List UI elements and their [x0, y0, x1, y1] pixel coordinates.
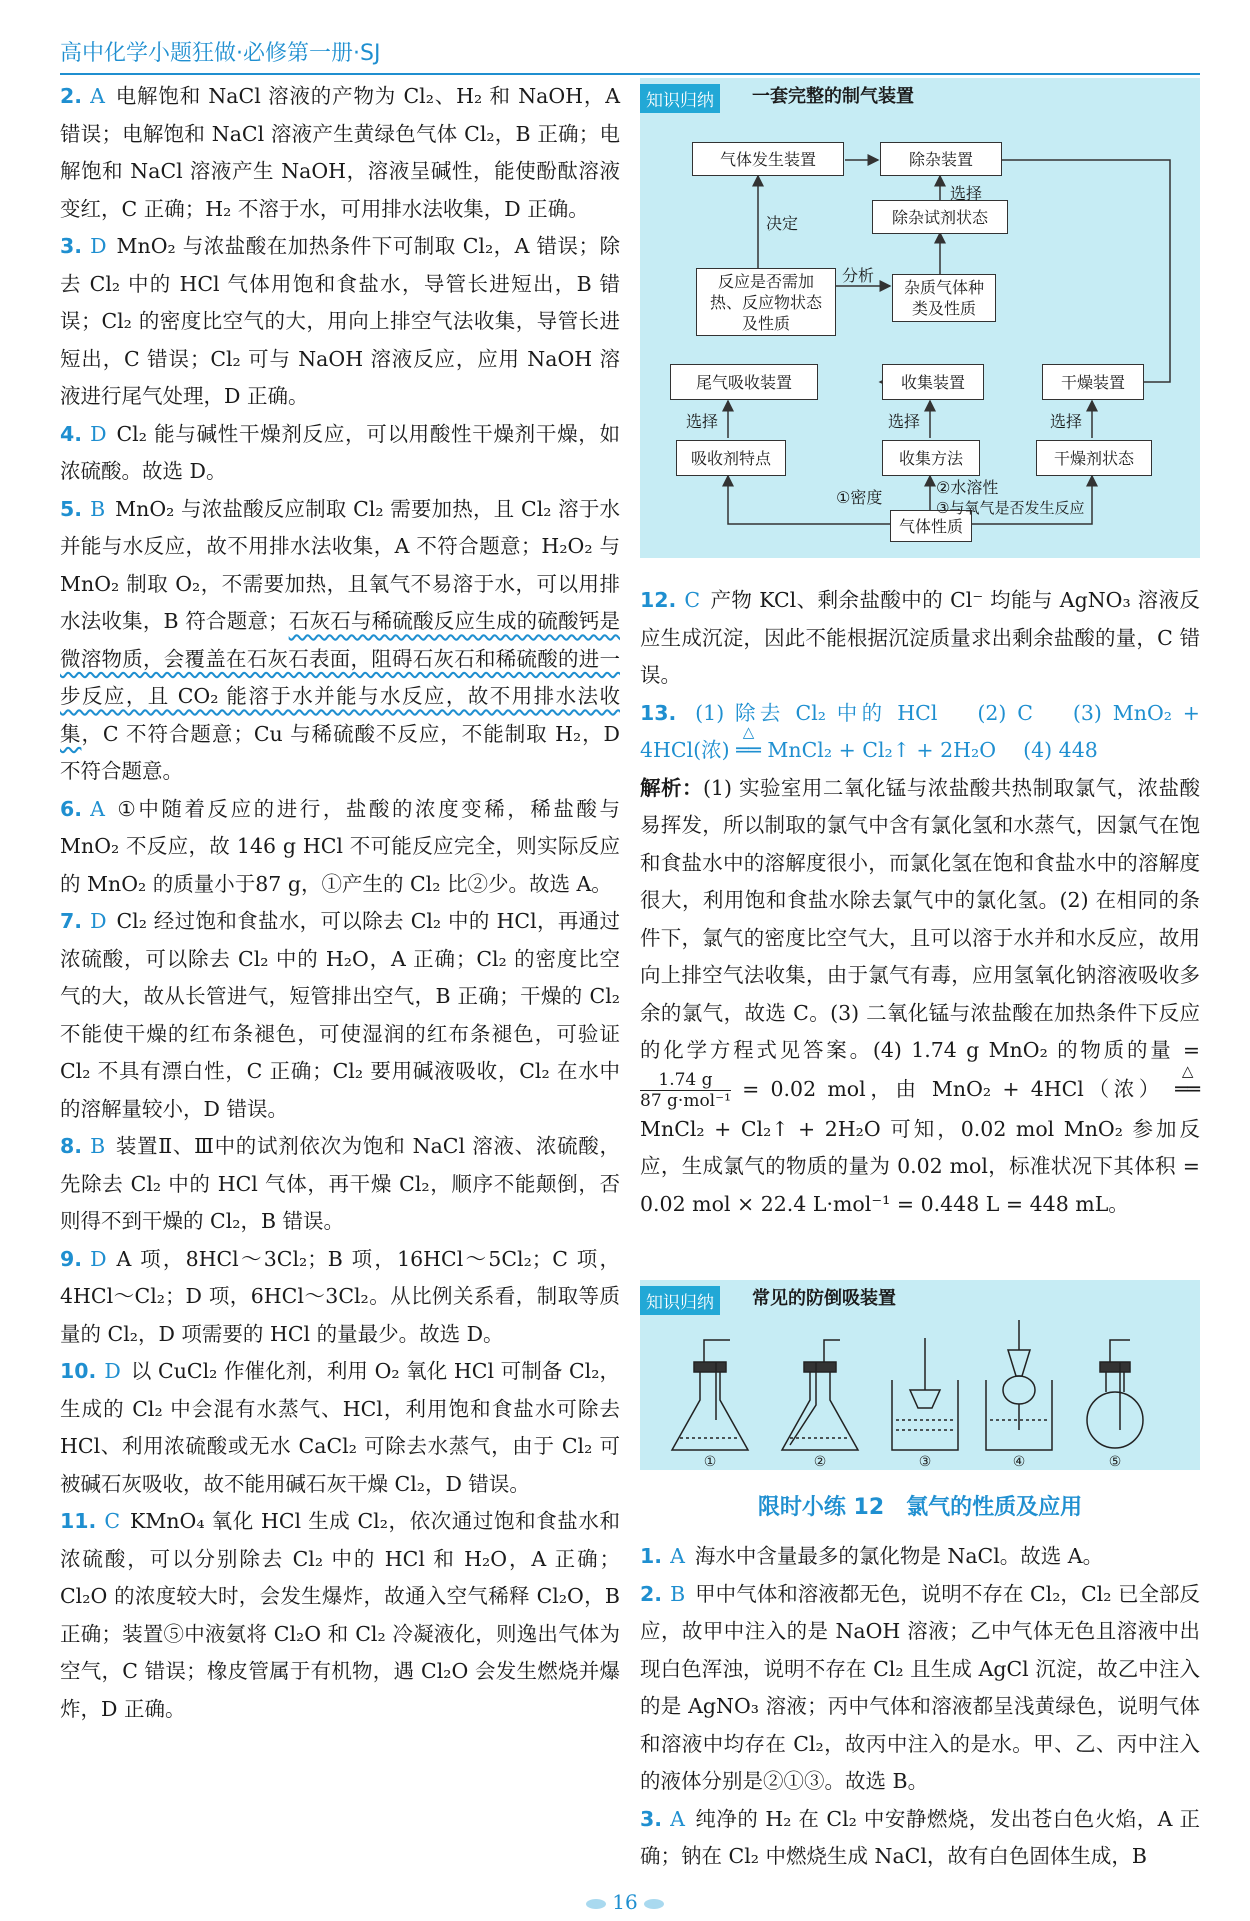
answer-item: 6. A ①中随着反应的进行，盐酸的浓度变稀，稀盐酸与 MnO₂ 不反应，故 146 g HCl 不可能反应完全，则实际反应的 MnO₂ 的质量小于87 g，①产生的 Cl₂ 比②少。故选 A。 [60, 796, 620, 896]
label-choose: 选择 [1050, 412, 1083, 431]
knowledge-box-gas-apparatus [640, 78, 1200, 558]
answer-item: 1. A 海水中含量最多的氯化物是 NaCl。故选 A。 [640, 1544, 1104, 1568]
page-number: 16 [560, 1890, 690, 1914]
label-density: ①密度 [836, 488, 883, 507]
node-impurity-gas: 杂质气体种类及性质 [892, 274, 996, 322]
answer-item: 8. B 装置Ⅱ、Ⅲ中的试剂依次为饱和 NaCl 溶液、浓硫酸，先除去 Cl₂ 中的 HCl 气体，再干燥 Cl₂，顺序不能颠倒，否则得不到干燥的 Cl₂，B 错误。 [60, 1134, 620, 1233]
answer-item: 2. B 甲中气体和溶液都无色，说明不存在 Cl₂，Cl₂ 已全部反应，故甲中注入的是 NaOH 溶液；乙中气体无色且溶液中出现白色浑浊，说明不存在 Cl₂ 且生成 AgCl 沉淀，故乙中注入的是 AgNO₃ 溶液；丙中气体和溶液都呈浅黄绿色，说明气体和溶液中均存在 Cl₂，故丙中注入的是水。甲、乙、丙中注入的液体分别是②①③。故选 B。 [640, 1581, 1200, 1793]
node-dryer: 干燥装置 [1042, 364, 1144, 400]
node-desiccant-state: 干燥剂状态 [1036, 440, 1152, 476]
node-gas-properties: 气体性质 [890, 510, 972, 542]
reaction-arrow: △ ══ [1175, 1061, 1200, 1101]
node-gas-generator: 气体发生装置 [692, 142, 844, 176]
answer-item: 9. D A 项，8HCl～3Cl₂；B 项，16HCl～5Cl₂；C 项，4HCl～Cl₂；D 项，6HCl～3Cl₂。从比例关系看，制取等质量的 Cl₂，D 项需要的 HCl 的量最少。故选 D。 [60, 1246, 620, 1346]
answer-item: 4. D Cl₂ 能与碱性干燥剂反应，可以用酸性干燥剂干燥，如浓硫酸。故选 D。 [60, 421, 620, 483]
label-solubility: ②水溶性 [936, 478, 999, 497]
wavy-underlined-text: 石灰石与稀硫酸反应生成的硫酸钙是微溶物质，会覆盖在石灰石表面，阻碍石灰石和稀硫酸的进一步反应，且 CO₂ 能溶于水并能与水反应，故不用排水法收集 [60, 609, 620, 746]
right-column-upper [640, 582, 1200, 1223]
answer-item: 12. C 产物 KCl、剩余盐酸中的 Cl⁻ 均能与 AgNO₃ 溶液反应生成沉淀，因此不能根据沉淀质量求出剩余盐酸的量，C 错误。 [640, 588, 1200, 687]
caption-5: ⑤ [1108, 1454, 1122, 1470]
answer-item: 5. B MnO₂ 与浓盐酸反应制取 Cl₂ 需要加热，且 Cl₂ 溶于水并能与水反应，故不用排水法收集，A 不符合题意；H₂O₂ 与 MnO₂ 制取 O₂，不需要加热，且氧气不易溶于水，可以用排水法收集，B 符合题意；石灰石与稀硫酸反应生成的硫酸钙是微溶物质，会覆盖在石灰石表面，阻碍石灰石和稀硫酸的进一步反应，且 CO₂ 能溶于水并能与水反应，故不用排水法收集，C 不符合题意；Cu 与稀硫酸不反应，不能制取 H₂，D 不符合题意。 [60, 496, 620, 783]
label-decide: 决定 [766, 214, 799, 233]
node-collection-method: 收集方法 [882, 440, 980, 476]
label-choose: 选择 [888, 412, 921, 431]
section-title: 限时小练 12 氯气的性质及应用 [757, 1495, 1083, 1520]
apparatus-drawings [640, 1280, 1200, 1470]
caption-2: ② [813, 1454, 827, 1470]
right-column-lower [640, 1538, 1200, 1876]
analysis-paragraph: 解析：(1) 实验室用二氧化锰与浓盐酸共热制取氯气，浓盐酸易挥发，所以制取的氯气中含有氯化氢和水蒸气，因氯气在饱和食盐水中的溶解度很小，而氯化氢在饱和食盐水中的溶解度很大，利用饱和食盐水除去氯气中的氯化氢。(2) 在相同的条件下，氯气的密度比空气大，且可以溶于水并和水反应，故用向上排空气法收集，由于氯气有毒，应用氢氧化钠溶液吸收多余的氯气，故选 C。(3) 二氧化锰与浓盐酸在加热条件下反应的化学方程式见答案。(4) 1.74 g MnO₂ 的物质的量 = $\frac{1.74 g}{\text{87 g·mol⁻¹}} = 0.02$ mol，由 MnO₂ + 4HCl（浓） △ ══ MnCl₂ + Cl₂↑ + 2H₂O 可知，0.02 mol MnO₂ 参加反应，生成氯气的物质的量为 0.02 mol，标准状况下其体积 = 0.02 mol × 22.4 L·mol⁻¹ = 0.448 L = 448 mL。 [640, 775, 1200, 1216]
answer-item: 10. D 以 CuCl₂ 作催化剂，利用 O₂ 氧化 HCl 可制备 Cl₂，生成的 Cl₂ 中会混有水蒸气、HCl，利用饱和食盐水可除去 HCl、利用浓硫酸或无水 CaCl₂ 可除去水蒸气，由于 Cl₂ 可被碱石灰吸收，故不能用碱石灰干燥 Cl₂，D 错误。 [60, 1359, 620, 1496]
answer-item: 3. D MnO₂ 与浓盐酸在加热条件下可制取 Cl₂，A 错误；除去 Cl₂ 中的 HCl 气体用饱和食盐水，导管长进短出，B 错误；Cl₂ 的密度比空气的大，用向上排空气法收集，导管长进短出，C 错误；Cl₂ 可与 NaOH 溶液反应，应用 NaOH 溶液进行尾气处理，D 正确。 [60, 234, 620, 408]
fraction: $\frac{1.74 g}{\text{87 g·mol⁻¹}}$ [640, 1069, 731, 1111]
node-collector: 收集装置 [882, 364, 984, 400]
box-title: 常见的防倒吸装置 [752, 1288, 896, 1309]
knowledge-box-anti-suckback [640, 1280, 1200, 1470]
caption-1: ① [703, 1454, 717, 1470]
left-column [60, 78, 620, 1728]
label-choose: 选择 [950, 184, 983, 203]
answer-item: 11. C KMnO₄ 氧化 HCl 生成 Cl₂，依次通过饱和食盐水和浓硫酸，可以分别除去 Cl₂ 中的 HCl 和 H₂O，A 正确；Cl₂O 的浓度较大时，会发生爆炸，故通入空气稀释 Cl₂O，B 正确；装置⑤中液氨将 Cl₂O 和 Cl₂ 冷凝液化，则逸出气体为空气，C 错误；橡皮管属于有机物，遇 Cl₂O 会发生燃烧并爆炸，D 正确。 [60, 1509, 620, 1721]
node-reagent-state: 除杂试剂状态 [872, 200, 1008, 234]
knowledge-tag: 知识归纳 [640, 84, 720, 113]
node-absorbent: 吸收剂特点 [676, 440, 786, 476]
header-rule [60, 73, 1200, 75]
answer-item: 3. A 纯净的 H₂ 在 Cl₂ 中安静燃烧，发出苍白色火焰，A 正确；钠在 Cl₂ 中燃烧生成 NaCl，故有白色固体生成，B [640, 1806, 1200, 1868]
label-analyze: 分析 [842, 266, 875, 285]
label-oxygen-reaction: ③与氧气是否发生反应 [936, 499, 1085, 517]
answer-item: 2. A 电解饱和 NaCl 溶液的产物为 Cl₂、H₂ 和 NaOH，A 错误；电解饱和 NaCl 溶液产生黄绿色气体 Cl₂，B 正确；电解饱和 NaCl 溶液产生 NaOH，溶液呈碱性，能使酚酞溶液变红，C 正确；H₂ 不溶于水，可用排水法收集，D 正确。 [60, 84, 620, 221]
node-reaction-conditions: 反应是否需加热、反应物状态及性质 [696, 268, 836, 336]
caption-3: ③ [918, 1454, 932, 1470]
book-title: 高中化学小题狂做·必修第一册·SJ [60, 41, 381, 66]
box-title: 一套完整的制气装置 [752, 86, 914, 107]
label-choose: 选择 [686, 412, 719, 431]
caption-4: ④ [1012, 1454, 1026, 1470]
answer-item-13: 13. (1) 除去 Cl₂ 中的 HCl (2) C (3) MnO₂ + 4HCl(浓) △ ══ MnCl₂ + Cl₂↑ + 2H₂O (4) 448 [640, 695, 1200, 770]
node-tail-absorber: 尾气吸收装置 [670, 364, 818, 400]
reaction-arrow: △ ══ [736, 723, 761, 762]
answer-item: 7. D Cl₂ 经过饱和食盐水，可以除去 Cl₂ 中的 HCl，再通过浓硫酸，可以除去 Cl₂ 中的 H₂O，A 正确；Cl₂ 的密度比空气的大，故从长管进气，短管排出空气，B 正确；干燥的 Cl₂ 不能使干燥的红布条褪色，可使湿润的红布条褪色，可验证 Cl₂ 不具有漂白性，C 正确；Cl₂ 要用碱液吸收，Cl₂ 在水中的溶解量较小，D 错误。 [60, 909, 620, 1121]
knowledge-tag: 知识归纳 [640, 1286, 720, 1315]
node-purifier: 除杂装置 [880, 142, 1002, 176]
running-header [60, 36, 1200, 75]
